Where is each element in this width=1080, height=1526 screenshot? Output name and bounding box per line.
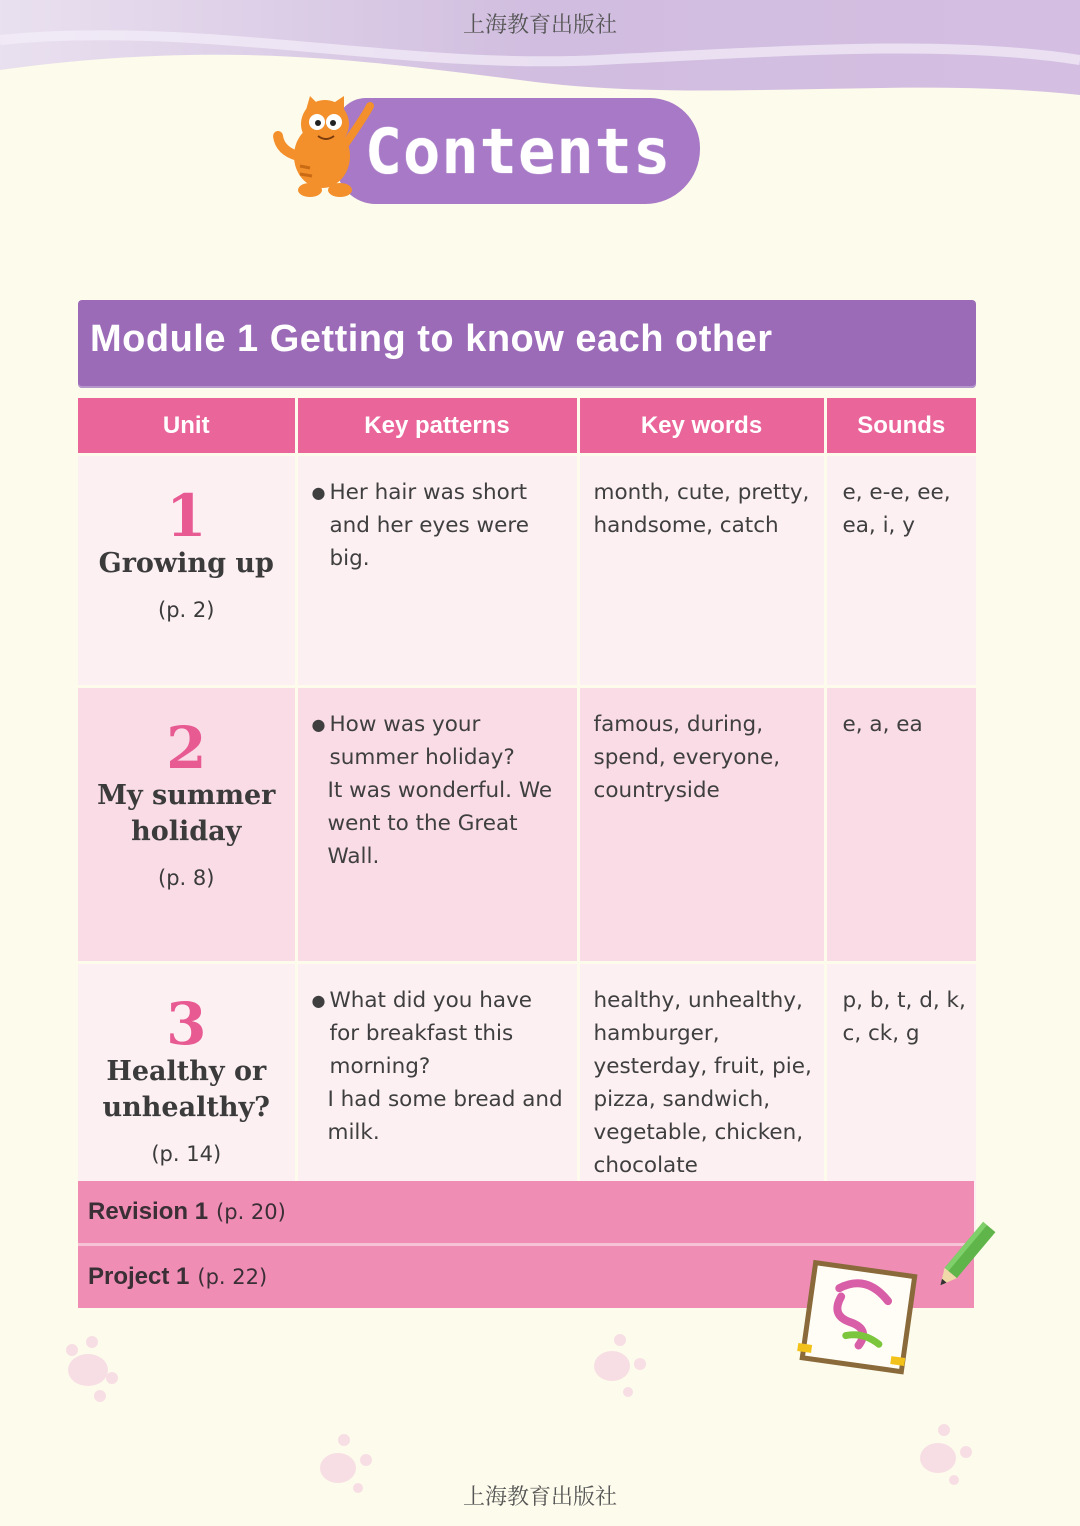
module-heading — [78, 300, 976, 388]
cat-mascot-icon — [270, 96, 380, 200]
key-pattern-answer: I had some bread and milk. — [327, 1087, 563, 1145]
key-pattern-question: What did you have for breakfast this morning? — [329, 988, 533, 1079]
unit-page: (p. 2) — [158, 598, 215, 622]
sounds-cell: e, e-e, ee, ea, i, y — [825, 455, 976, 687]
key-pattern-answer: It was wonderful. We went to the Great Wall. — [327, 778, 553, 869]
bullet-icon: ● — [311, 483, 326, 502]
header-unit: Unit — [78, 398, 296, 455]
table-header-row — [78, 398, 976, 455]
key-words-cell: famous, during, spend, everyone, countryside — [578, 687, 825, 963]
contents-title: Contents — [364, 114, 672, 188]
header-key-words: Key words — [578, 398, 825, 455]
project-label: Project 1 — [88, 1263, 190, 1290]
unit-number: 1 — [166, 482, 207, 550]
publisher-footer: 上海教育出版社 — [462, 1485, 617, 1510]
table-row — [78, 455, 976, 687]
unit-name: Growing up — [98, 548, 274, 579]
revision-label: Revision 1 — [88, 1198, 209, 1225]
header-key-patterns: Key patterns — [296, 398, 578, 455]
key-words-cell: month, cute, pretty, handsome, catch — [578, 455, 825, 687]
key-patterns-cell — [296, 687, 578, 963]
sounds-cell: e, a, ea — [825, 687, 976, 963]
pencil-icon — [934, 1222, 995, 1291]
module-title: Module 1 Getting to know each other — [90, 318, 773, 360]
sounds-cell: p, b, t, d, k, c, ck, g — [825, 963, 976, 1235]
key-words-cell: healthy, unhealthy, hamburger, yesterday, fruit, pie, pizza, sandwich, vegetable, chicken, chocolate — [578, 963, 825, 1235]
contents-banner — [336, 98, 700, 204]
unit-page: (p. 8) — [158, 866, 215, 890]
unit-name: My summer holiday — [97, 780, 276, 847]
contents-table — [78, 398, 976, 1234]
table-row — [78, 687, 976, 963]
key-patterns-cell — [296, 455, 578, 687]
unit-number: 2 — [166, 714, 207, 782]
key-pattern-question: Her hair was short and her eyes were big. — [329, 480, 529, 571]
revision-page: (p. 20) — [216, 1200, 286, 1224]
unit-number: 3 — [166, 990, 207, 1058]
header-sounds: Sounds — [825, 398, 976, 455]
bullet-icon: ● — [311, 715, 326, 734]
project-page: (p. 22) — [197, 1265, 268, 1289]
paw-print-icon — [0, 1320, 1080, 1500]
key-pattern-question: How was your summer holiday? — [329, 712, 515, 770]
unit-page: (p. 14) — [151, 1142, 222, 1166]
unit-cell[interactable] — [78, 687, 296, 963]
bullet-icon: ● — [311, 991, 326, 1010]
publisher-header: 上海教育出版社 — [462, 13, 617, 38]
unit-name: Healthy or unhealthy? — [102, 1056, 270, 1123]
unit-cell[interactable] — [78, 455, 296, 687]
